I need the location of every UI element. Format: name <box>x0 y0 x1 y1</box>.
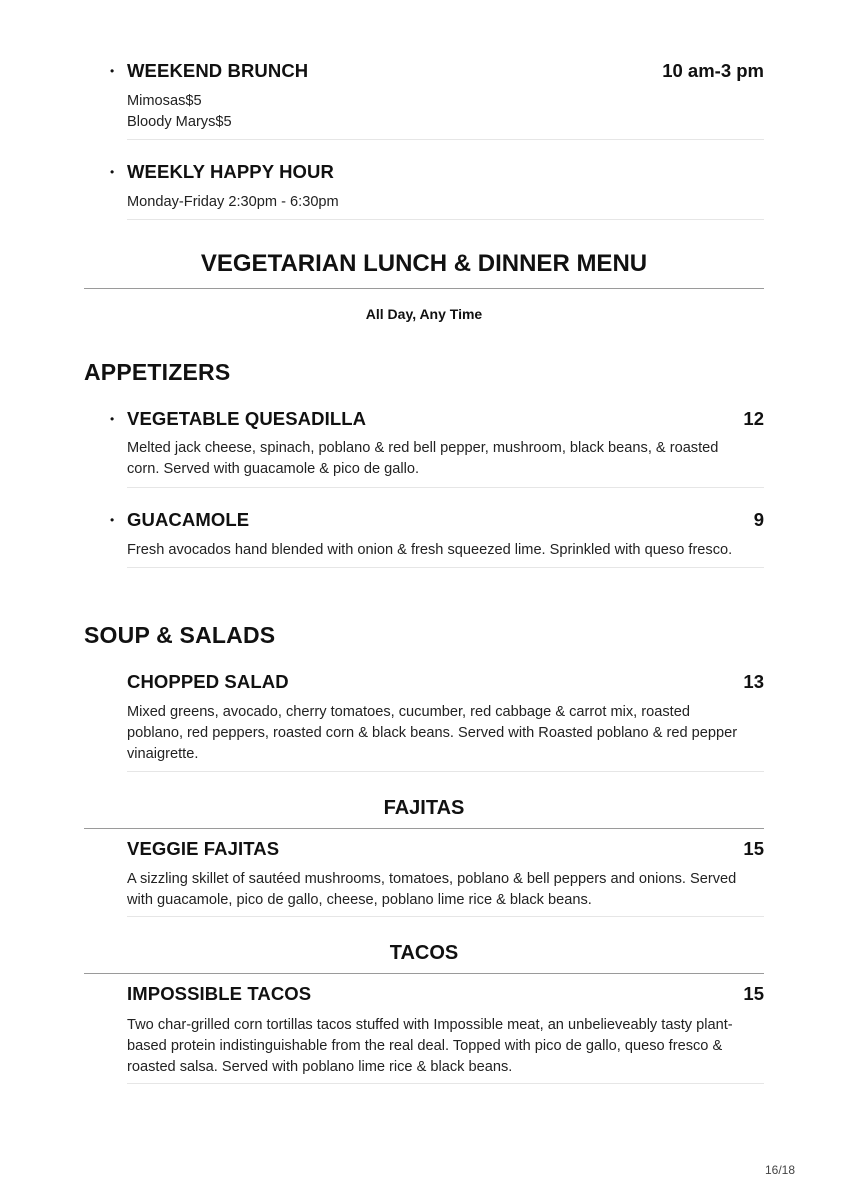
bullet-icon: • <box>110 165 115 179</box>
divider <box>127 567 764 568</box>
brunch-line-bloody-marys: Bloody Marys$5 <box>127 114 232 130</box>
brunch-line-mimosas: Mimosas$5 <box>127 93 202 109</box>
item-title: CHOPPED SALAD <box>127 671 289 692</box>
item-title: VEGETABLE QUESADILLA <box>127 408 367 429</box>
item-title-happy-hour: WEEKLY HAPPY HOUR <box>127 161 334 182</box>
item-price: 15 <box>743 983 764 1004</box>
page-number: 16/18 <box>764 1163 795 1177</box>
item-title: GUACAMOLE <box>127 509 250 530</box>
item-desc-line: based protein indistinguishable from the real deal. Topped with pico de gallo, queso fresco & <box>127 1038 723 1054</box>
item-price: 15 <box>743 838 764 859</box>
item-price: 9 <box>753 509 764 530</box>
item-desc-line: Fresh avocados hand blended with onion & fresh squeezed lime. Sprinkled with queso fresco. <box>127 542 733 558</box>
item-price: 12 <box>743 408 764 429</box>
bullet-icon: • <box>110 64 115 78</box>
item-title-weekend-brunch: WEEKEND BRUNCH <box>127 60 309 81</box>
item-desc-line: A sizzling skillet of sautéed mushrooms, tomatoes, poblano & bell peppers and onions. Served <box>127 871 737 887</box>
section-heading-tacos: TACOS <box>389 942 459 964</box>
item-desc-line: Mixed greens, avocado, cherry tomatoes, cucumber, red cabbage & carrot mix, roasted <box>127 704 690 720</box>
item-desc-line: corn. Served with guacamole & pico de gallo. <box>127 461 420 477</box>
divider <box>127 916 764 917</box>
happy-hour-desc: Monday-Friday 2:30pm - 6:30pm <box>127 194 339 210</box>
menu-subtitle: All Day, Any Time <box>365 306 483 322</box>
bullet-icon: • <box>110 513 115 527</box>
bullet-icon: • <box>110 412 115 426</box>
divider <box>127 1083 764 1084</box>
item-title: VEGGIE FAJITAS <box>127 838 280 859</box>
item-price: 13 <box>743 671 764 692</box>
section-heading-soup-salads: SOUP & SALADS <box>84 622 276 648</box>
divider <box>127 771 764 772</box>
item-desc-line: poblano, red peppers, roasted corn & black beans. Served with Roasted poblano & red pepper <box>127 725 738 741</box>
item-title: IMPOSSIBLE TACOS <box>127 983 312 1004</box>
divider <box>127 487 764 488</box>
divider <box>127 219 764 220</box>
item-desc-line: Melted jack cheese, spinach, poblano & red bell pepper, mushroom, black beans, & roasted <box>127 440 719 456</box>
item-desc-line: vinaigrette. <box>127 746 199 762</box>
item-desc-line: Two char-grilled corn tortillas tacos stuffed with Impossible meat, an unbelieveably tasty plant- <box>127 1017 733 1033</box>
item-time-weekend-brunch: 10 am-3 pm <box>662 60 764 81</box>
divider <box>127 139 764 140</box>
section-heading-fajitas: FAJITAS <box>383 797 465 819</box>
item-desc-line: roasted salsa. Served with poblano lime rice & black beans. <box>127 1059 513 1075</box>
tacos-rule <box>84 973 764 974</box>
menu-title-rule <box>84 288 764 289</box>
section-heading-appetizers: APPETIZERS <box>84 359 231 385</box>
fajitas-rule <box>84 828 764 829</box>
menu-title: VEGETARIAN LUNCH & DINNER MENU <box>200 250 648 277</box>
item-desc-line: with guacamole, pico de gallo, cheese, poblano lime rice & black beans. <box>127 892 592 908</box>
